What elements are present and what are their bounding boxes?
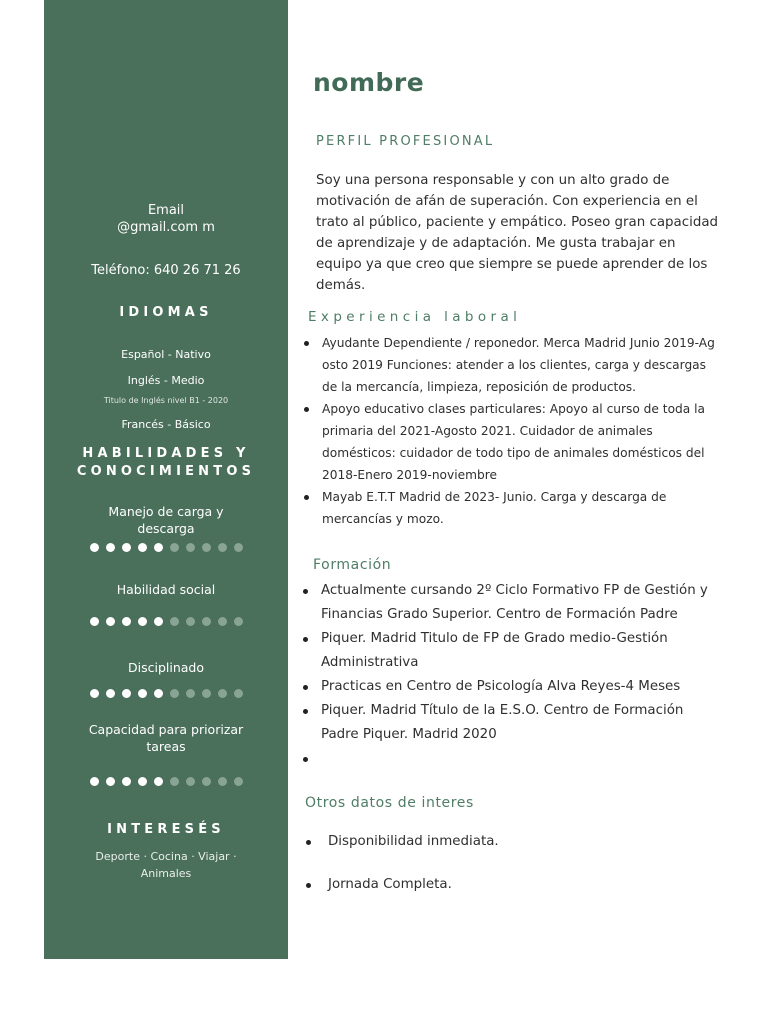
otros-heading: Otros datos de interes [305, 795, 474, 811]
habilidades-heading-line2: CONOCIMIENTOS [76, 464, 256, 479]
list-item: Ayudante Dependiente / reponedor. Merca Madrid Junio 2019-Ag osto 2019 Funciones: atender a los clientes, carga y descargas de la mercancía, limpieza, reposición de productos. [303, 332, 715, 398]
list-item: Apoyo educativo clases particulares: Apoyo al curso de toda la primaria del 2021-Agosto 2021. Cuidador de animales domésticos: cuidador de todo tipo de animales domésticos del 2018-Enero 2019-noviembre [303, 398, 715, 486]
email-label: Email [147, 203, 185, 218]
experiencia-list [303, 332, 715, 530]
contact-phone: Teléfono: 640 26 71 26 [91, 263, 241, 278]
skill-name: Disciplinado [127, 660, 204, 675]
list-item: Practicas en Centro de Psicología Alva Reyes-4 Meses [302, 675, 712, 699]
skill-name-line1: Capacidad para priorizar [88, 722, 244, 737]
perfil-heading: PERFIL PROFESIONAL [316, 134, 495, 149]
list-item: Disponibilidad inmediata. [305, 831, 715, 852]
list-item [302, 747, 712, 771]
skill-name-line2: descarga [137, 521, 195, 536]
list-item: Jornada Completa. [305, 874, 715, 895]
language-item: Inglés - Medio [127, 374, 205, 387]
skill-name-line2: tareas [146, 739, 186, 754]
list-item: Piquer. Madrid Título de la E.S.O. Centro de Formación Padre Piquer. Madrid 2020 [302, 699, 712, 747]
email-value[interactable]: @gmail.com m [117, 220, 215, 235]
formacion-heading: Formación [313, 557, 392, 573]
otros-list [305, 831, 715, 895]
perfil-text: Soy una persona responsable y con un alto grado de motivación de afán de superación. Con experiencia en el trato al público, paciente y empático. Poseo gran capacidad de aprendizaje y de adaptación. Me gusta trabajar en equipo ya que creo que siempre se puede aprender de los demás. [316, 173, 719, 293]
language-item: Español - Nativo [121, 348, 211, 361]
list-item: Piquer. Madrid Titulo de FP de Grado medio-Gestión Administrativa [302, 627, 712, 675]
habilidades-heading-line1: HABILIDADES Y [82, 446, 250, 461]
idiomas-heading: IDIOMAS [119, 305, 213, 320]
skill-name: Habilidad social [116, 582, 216, 597]
language-item: Francés - Básico [121, 418, 211, 431]
skill-name-line1: Manejo de carga y [108, 504, 224, 519]
intereses-heading: INTERESÉS [107, 822, 225, 837]
list-item: Mayab E.T.T Madrid de 2023- Junio. Carga y descarga de mercancías y mozo. [303, 486, 715, 530]
list-item: Actualmente cursando 2º Ciclo Formativo FP de Gestión y Financias Grado Superior. Centro de Formación Padre [302, 579, 712, 627]
experiencia-heading: Experiencia laboral [308, 309, 522, 325]
formacion-list [302, 579, 712, 771]
candidate-name: nombre [313, 68, 425, 97]
language-certificate-note: Titulo de Inglés nivel B1 - 2020 [103, 396, 229, 405]
interests-line2: Animales [140, 867, 192, 880]
interests-line1: Deporte · Cocina · Viajar · [95, 850, 237, 863]
